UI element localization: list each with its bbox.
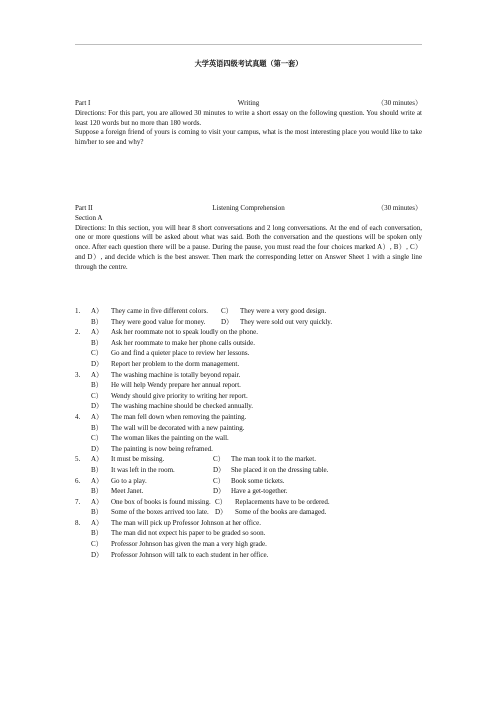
question-3-option-b: [75, 381, 422, 392]
part-1-prompt: Suppose a foreign friend of yours is coming to visit your campus, what is the most interesting place you would like to take him/her to see and why?: [75, 128, 422, 147]
option-letter-b: B）: [91, 317, 103, 326]
option-b: He will help Wendy prepare her annual report.: [111, 381, 241, 390]
question-2-option-b: [75, 339, 422, 350]
option-letter-c: C）: [91, 391, 103, 400]
option-c: Book some tickets.: [231, 476, 285, 485]
question-3-option-a: [75, 371, 422, 382]
question-number: 3.: [75, 370, 81, 379]
option-b: Some of the boxes arrived too late.: [111, 508, 209, 517]
page-title: 大学英语四级考试真题（第一套）: [194, 60, 303, 68]
option-a: The man fell down when removing the painting.: [111, 412, 247, 421]
option-letter-c: C）: [91, 434, 103, 443]
option-letter-c: C）: [91, 540, 103, 549]
header-rule: [75, 44, 422, 45]
option-letter-a: A）: [91, 412, 104, 421]
option-letter-a: A）: [91, 307, 104, 315]
question-8-option-a: [75, 519, 422, 530]
option-letter-d: D）: [91, 444, 104, 453]
question-7-row-1: [75, 498, 422, 509]
option-letter-b: B）: [91, 381, 103, 390]
option-letter-d: D）: [215, 508, 228, 517]
option-letter-b: B）: [91, 338, 103, 347]
option-b: Meet Janet.: [111, 487, 144, 496]
question-1-row-1: [75, 307, 422, 318]
option-letter-d: D）: [91, 550, 104, 559]
part-2-name: Listening Comprehension: [212, 204, 285, 212]
option-letter-b: B）: [91, 487, 103, 496]
question-8-option-c: [75, 540, 422, 551]
question-7-row-2: [75, 508, 422, 519]
question-number: 6.: [75, 476, 81, 485]
question-8-option-d: [75, 551, 422, 562]
option-d: Professor Johnson will talk to each student in her office.: [111, 550, 269, 559]
question-number: 4.: [75, 412, 81, 421]
part-1-label: Part I: [75, 99, 91, 107]
option-b: They were good value for money.: [111, 317, 206, 326]
option-c: Wendy should give priority to writing her report.: [111, 391, 248, 400]
option-d: The washing machine should be checked annually.: [111, 402, 254, 411]
option-letter-c: C）: [91, 349, 103, 358]
option-letter-c: C）: [213, 455, 225, 464]
question-6-row-2: [75, 487, 422, 498]
option-b: The wall will be decorated with a new painting.: [111, 423, 245, 432]
part-2-time: （30 minutes）: [377, 204, 422, 212]
option-b: It was left in the room.: [111, 465, 175, 474]
option-d: She placed it on the dressing table.: [231, 465, 329, 474]
option-c: The woman likes the painting on the wall.: [111, 434, 229, 443]
option-b: Ask her roommate to make her phone calls outside.: [111, 338, 256, 347]
question-3-option-d: [75, 402, 422, 413]
question-2-option-d: [75, 360, 422, 371]
option-letter-a: A）: [91, 518, 104, 527]
question-list: [75, 307, 422, 561]
question-1-row-2: [75, 318, 422, 329]
option-a: They came in five different colors.: [111, 307, 209, 315]
part-2-heading: [75, 204, 422, 214]
option-letter-a: A）: [91, 497, 104, 506]
question-3-option-c: [75, 392, 422, 403]
question-number: 5.: [75, 455, 81, 464]
question-2-option-c: [75, 349, 422, 360]
part-2-directions: Directions: In this section, you will hear 8 short conversations and 2 long conversations. At the end of each conversation, one or more questions will be asked about what was said. Both the conversation and the questions will be spoken only once. After each question there will be a pause. During the pause, you must read the four choices marked A）, B）, C） and D）, and decide which is the best answer. Then mark the corresponding letter on Answer Sheet 1 with a single line through the centre.: [75, 223, 422, 271]
question-2-option-a: [75, 328, 422, 339]
option-letter-b: B）: [91, 508, 103, 517]
option-a: The man will pick up Professor Johnson at her office.: [111, 518, 261, 527]
option-letter-c: C）: [215, 497, 227, 506]
question-4-option-a: [75, 413, 422, 424]
question-8-option-b: [75, 529, 422, 540]
question-6-row-1: [75, 477, 422, 488]
question-number: 1.: [75, 307, 81, 315]
option-letter-a: A）: [91, 455, 104, 464]
option-d: Have a get-together.: [231, 487, 288, 496]
option-c: The man took it to the market.: [231, 455, 316, 464]
part-1: [75, 99, 422, 148]
question-4-option-d: [75, 445, 422, 456]
option-letter-a: A）: [91, 328, 104, 337]
option-a: Go to a play.: [111, 476, 147, 485]
question-number: 2.: [75, 328, 81, 337]
part-1-directions: Directions: For this part, you are allowed 30 minutes to write a short essay on the following question. You should write at least 120 words but no more than 180 words.: [75, 109, 422, 127]
option-a: Ask her roommate not to speak loudly on the phone.: [111, 328, 258, 337]
option-letter-a: A）: [91, 476, 104, 485]
option-a: One box of books is found missing.: [111, 497, 211, 506]
question-4-option-c: [75, 434, 422, 445]
option-letter-a: A）: [91, 370, 104, 379]
question-5-row-2: [75, 466, 422, 477]
option-letter-c: C）: [221, 307, 233, 315]
option-letter-d: D）: [91, 402, 104, 411]
option-a: The washing machine is totally beyond repair.: [111, 370, 241, 379]
option-letter-d: D）: [221, 317, 234, 326]
option-letter-b: B）: [91, 529, 103, 538]
option-c: Go and find a quieter place to review her lessons.: [111, 349, 250, 358]
option-d: They were sold out very quickly.: [240, 317, 333, 326]
option-letter-d: D）: [213, 465, 226, 474]
option-a: It must be missing.: [111, 455, 165, 464]
option-letter-b: B）: [91, 465, 103, 474]
question-number: 8.: [75, 518, 81, 527]
option-d: Some of the books are damaged.: [235, 508, 327, 517]
part-2-label: Part II: [75, 204, 93, 212]
option-c: Replacements have to be ordered.: [235, 497, 330, 506]
part-1-name: Writing: [237, 99, 260, 107]
option-c: Professor Johnson has given the man a very high grade.: [111, 540, 267, 549]
option-letter-d: D）: [213, 487, 226, 496]
option-letter-b: B）: [91, 423, 103, 432]
option-b: The man did not expect his paper to be graded so soon.: [111, 529, 266, 538]
option-letter-d: D）: [91, 359, 104, 368]
option-d: Report her problem to the dorm management.: [111, 359, 240, 368]
part-1-heading: [75, 99, 422, 109]
option-letter-c: C）: [213, 476, 225, 485]
question-5-row-1: [75, 455, 422, 466]
option-d: The painting is now being reframed.: [111, 444, 213, 453]
option-c: They were a very good design.: [240, 307, 327, 315]
part-1-time: （30 minutes）: [377, 99, 422, 107]
section-a-label: Section A: [75, 214, 103, 222]
question-number: 7.: [75, 497, 81, 506]
part-2: [75, 204, 422, 272]
question-4-option-b: [75, 424, 422, 435]
